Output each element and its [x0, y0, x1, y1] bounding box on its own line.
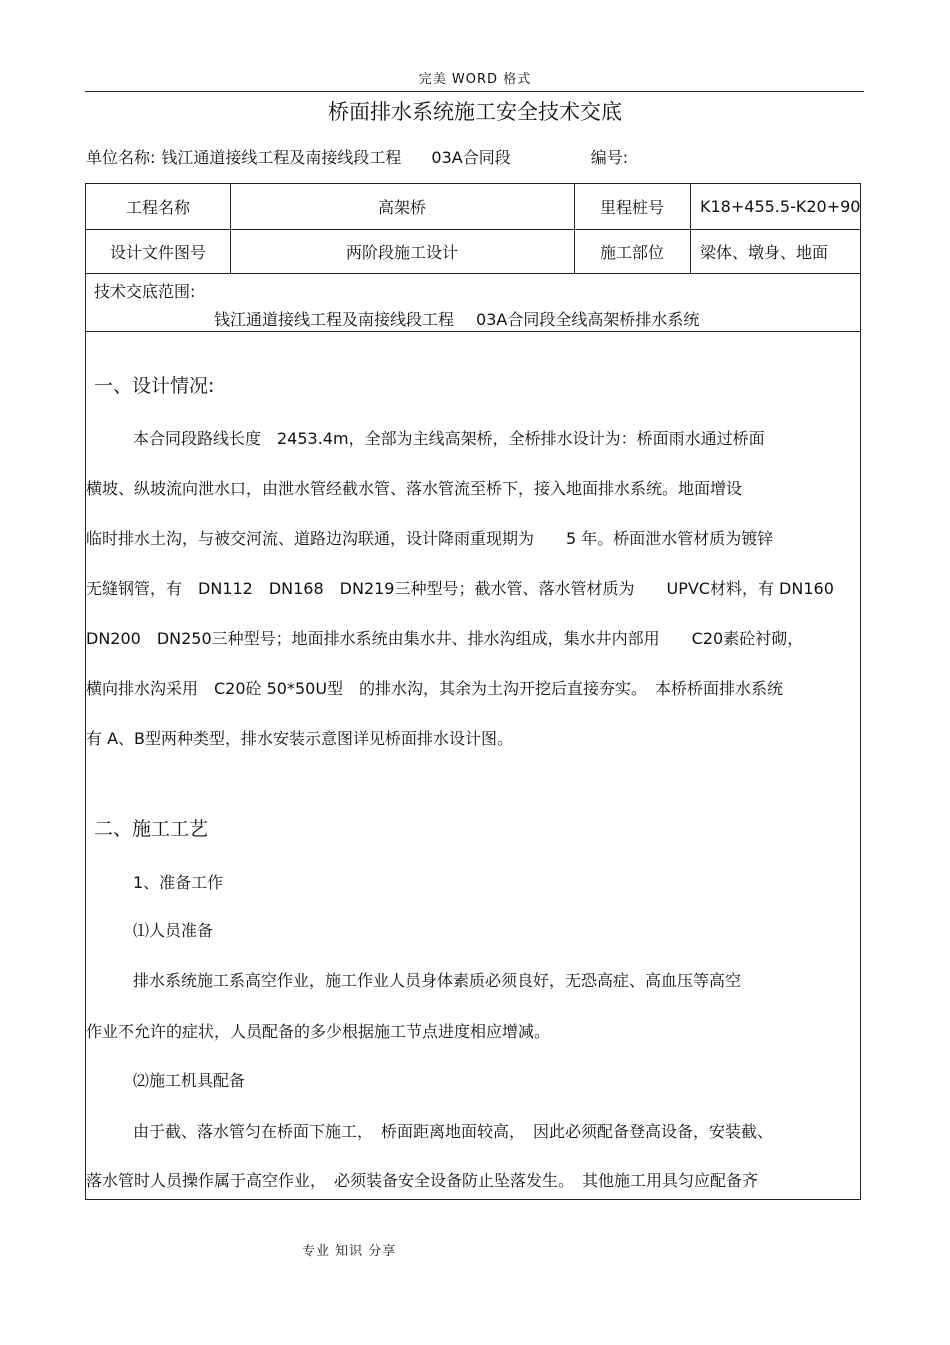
paragraph-line: 横坡、纵坡流向泄水口，由泄水管经截水管、落水管流至桥下，接入地面排水系统。地面增设: [86, 479, 743, 498]
header-divider: [85, 91, 864, 92]
contract-section: 03A合同段: [431, 148, 511, 167]
page-header: 完美 WORD 格式: [418, 72, 532, 87]
construction-part-value: 梁体、墩身、地面: [700, 242, 829, 262]
subheading-equipment: ⑵施工机具配备: [133, 1071, 246, 1090]
paragraph-line: 由于截、落水管匀在桥面下施工， 桥面距离地面较高， 因此必须配备登高设备，安装截、: [133, 1122, 774, 1141]
paragraph-line: 临时排水土沟，与被交河流、道路边沟联通，设计降雨重现期为 5 年。桥面泄水管材质为镀锌: [86, 529, 774, 548]
number-label: 编号:: [590, 148, 629, 167]
design-drawing-value: 两阶段施工设计: [345, 242, 458, 262]
project-name-label: 工程名称: [125, 198, 190, 217]
scope-value-project: 钱江通道接线工程及南接线段工程: [214, 310, 455, 329]
paragraph-line: DN200 DN250三种型号；地面排水系统由集水井、排水沟组成，集水井内部用 C20素砼衬砌，: [86, 629, 804, 648]
disclosure-table: [85, 183, 861, 1200]
subheading-preparation: 1、准备工作: [133, 873, 224, 892]
paragraph-line: 排水系统施工系高空作业，施工作业人员身体素质必须良好，无恐高症、高血压等高空: [133, 971, 742, 990]
row-divider: [86, 273, 860, 274]
paragraph-line: 横向排水沟采用 C20砼 50*50U型 的排水沟，其余为土沟开挖后直接夯实。 本桥桥面排水系统: [86, 679, 784, 698]
paragraph-line: 作业不允许的症状，人员配备的多少根据施工节点进度相应增减。: [86, 1022, 551, 1041]
chainage-label: 里程桩号: [599, 198, 664, 217]
chainage-value: K18+455.5-K20+90: [700, 197, 861, 216]
design-drawing-label: 设计文件图号: [109, 242, 206, 262]
scope-label: 技术交底范围:: [94, 282, 196, 301]
project-name-value: 高架桥: [377, 198, 426, 217]
unit-label: 单位名称:: [86, 148, 156, 167]
section-process-heading: 二、施工工艺: [94, 818, 209, 840]
unit-name: 钱江通道接线工程及南接线段工程: [161, 148, 402, 167]
subheading-personnel: ⑴人员准备: [133, 921, 214, 940]
document-title: 桥面排水系统施工安全技术交底: [328, 100, 622, 124]
construction-part-label: 施工部位: [599, 242, 664, 262]
paragraph-line: 无缝钢管，有 DN112 DN168 DN219三种型号；截水管、落水管材质为 UPVC材料，有 DN160: [86, 579, 834, 598]
unit-line: [86, 145, 628, 168]
scope-value: [214, 307, 699, 330]
paragraph-line: 有 A、B型两种类型，排水安装示意图详见桥面排水设计图。: [86, 729, 514, 748]
paragraph-line: 落水管时人员操作属于高空作业， 必须装备安全设备防止坠落发生。 其他施工用具匀应配备齐: [86, 1171, 759, 1190]
scope-value-contract: 03A合同段全线高架桥排水系统: [476, 310, 700, 329]
page-footer: 专业 知识 分享: [302, 1244, 397, 1259]
paragraph-line: 本合同段路线长度 2453.4m，全部为主线高架桥，全桥排水设计为：桥面雨水通过桥面: [133, 429, 765, 448]
row-divider: [86, 331, 860, 332]
section-design-heading: 一、设计情况:: [94, 375, 215, 397]
